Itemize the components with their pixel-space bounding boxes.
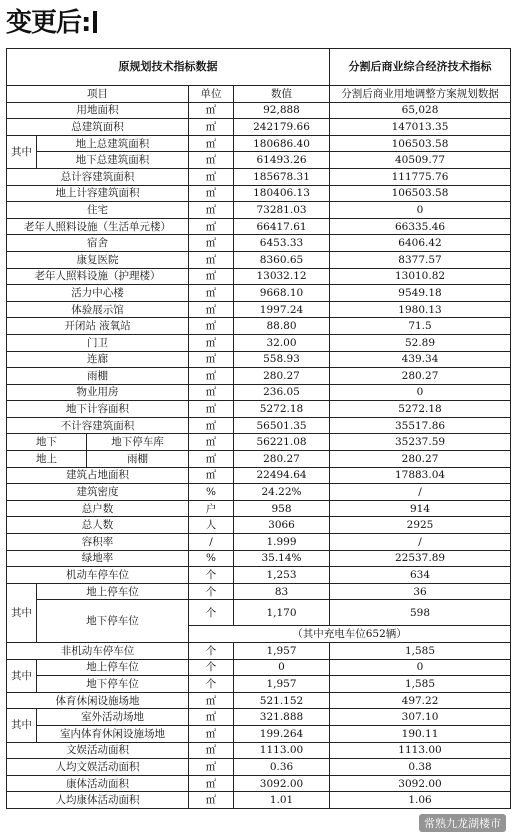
table-row [7, 792, 511, 809]
row-unit: ㎡ [189, 218, 234, 235]
row-value: 236.05 [234, 384, 330, 401]
table-row [7, 484, 511, 501]
row-adjusted: 598 [330, 600, 511, 626]
table-row [7, 467, 511, 484]
row-value: 185678.31 [234, 168, 330, 185]
row-unit: ㎡ [189, 467, 234, 484]
row-unit: ㎡ [189, 725, 234, 742]
row-value: 1,957 [234, 643, 330, 660]
row-unit: ㎡ [189, 318, 234, 335]
row-adjusted: 22537.89 [330, 550, 511, 567]
table-row [7, 550, 511, 567]
row-unit: ㎡ [189, 185, 234, 202]
table-row [7, 301, 511, 318]
row-item: 室外活动场地 [37, 709, 189, 726]
row-item: 机动车停车位 [7, 567, 189, 584]
row-unit: % [189, 484, 234, 501]
row-value: 83 [234, 583, 330, 600]
table-row [7, 534, 511, 551]
page-title-text: 变更后: [6, 8, 91, 38]
row-unit: ㎡ [189, 152, 234, 169]
row-adjusted: 65,028 [330, 102, 511, 119]
table-row [7, 725, 511, 742]
table-row [7, 152, 511, 169]
row-adjusted: 9549.18 [330, 285, 511, 302]
row-unit: ㎡ [189, 692, 234, 709]
row-unit: ㎡ [189, 742, 234, 759]
table-row [7, 676, 511, 693]
row-unit: 个 [189, 567, 234, 584]
row-adjusted: 1,585 [330, 676, 511, 693]
row-adjusted: 71.5 [330, 318, 511, 335]
table-row [7, 168, 511, 185]
table-row [7, 202, 511, 219]
row-unit: ㎡ [189, 285, 234, 302]
row-adjusted: 1113.00 [330, 742, 511, 759]
row-adjusted: 36 [330, 583, 511, 600]
row-adjusted: 8377.57 [330, 251, 511, 268]
table-row [7, 417, 511, 434]
watermark: 常熟九龙湖楼市 [419, 814, 506, 832]
row-value: 521.152 [234, 692, 330, 709]
row-unit: 个 [189, 659, 234, 676]
col-adjusted: 分割后商业用地调整方案规划数据 [330, 86, 511, 103]
row-adjusted: 106503.58 [330, 185, 511, 202]
row-value: 73281.03 [234, 202, 330, 219]
row-adjusted: 147013.35 [330, 119, 511, 136]
page-title [6, 2, 97, 40]
row-item: 体育休闲设施场地 [7, 692, 189, 709]
row-unit: ㎡ [189, 759, 234, 776]
row-item: 宿舍 [7, 235, 189, 252]
row-adjusted: 6406.42 [330, 235, 511, 252]
charging-note: （其中充电车位652辆） [189, 626, 511, 643]
row-item: 总建筑面积 [7, 119, 189, 136]
row-unit: 个 [189, 676, 234, 693]
row-adjusted: 35237.59 [330, 434, 511, 451]
row-item: 地上计容建筑面积 [7, 185, 189, 202]
row-item: 雨棚 [7, 368, 189, 385]
row-value: 35.14% [234, 550, 330, 567]
row-value: 958 [234, 500, 330, 517]
row-unit: 个 [189, 600, 234, 626]
table-row [7, 517, 511, 534]
row-item: 文娱活动面积 [7, 742, 189, 759]
row-adjusted: 52.89 [330, 334, 511, 351]
row-item: 人均文娱活动面积 [7, 759, 189, 776]
table-row [7, 102, 511, 119]
table-row [7, 268, 511, 285]
row-adjusted: 280.27 [330, 451, 511, 468]
row-item: 老年人照料设施（生活单元楼） [7, 218, 189, 235]
row-item: 地下计容面积 [7, 401, 189, 418]
row-unit: ㎡ [189, 135, 234, 152]
row-item: 建筑密度 [7, 484, 189, 501]
row-item: 总人数 [7, 517, 189, 534]
row-adjusted: 307.10 [330, 709, 511, 726]
row-value: 88.80 [234, 318, 330, 335]
table-row [7, 351, 511, 368]
row-item: 开闭站 液氧站 [7, 318, 189, 335]
row-unit: ㎡ [189, 368, 234, 385]
table-row [7, 775, 511, 792]
row-item: 雨棚 [87, 451, 189, 468]
row-value: 66417.61 [234, 218, 330, 235]
table-row [7, 384, 511, 401]
row-unit: ㎡ [189, 202, 234, 219]
table-row [7, 218, 511, 235]
table-row [7, 235, 511, 252]
table-row [7, 659, 511, 676]
row-item: 绿地率 [7, 550, 189, 567]
table-row [7, 318, 511, 335]
row-value: 321.888 [234, 709, 330, 726]
row-unit: ㎡ [189, 235, 234, 252]
row-value: 56221.08 [234, 434, 330, 451]
row-value: 92,888 [234, 102, 330, 119]
row-unit: ㎡ [189, 268, 234, 285]
row-adjusted: 1980.13 [330, 301, 511, 318]
group-label: 其中 [7, 135, 37, 168]
row-item: 体验展示馆 [7, 301, 189, 318]
row-adjusted: 2925 [330, 517, 511, 534]
row-value: 1997.24 [234, 301, 330, 318]
row-value: 0 [234, 659, 330, 676]
group-label: 其中 [7, 709, 37, 742]
row-item: 活力中心楼 [7, 285, 189, 302]
row-item: 地上总建筑面积 [37, 135, 189, 152]
table-row [7, 451, 511, 468]
row-adjusted: 280.27 [330, 368, 511, 385]
row-value: 56501.35 [234, 417, 330, 434]
table-row [7, 567, 511, 584]
row-item: 住宅 [7, 202, 189, 219]
row-value: 1,253 [234, 567, 330, 584]
row-value: 22494.64 [234, 467, 330, 484]
table-row [7, 692, 511, 709]
table-row [7, 643, 511, 660]
row-unit: / [189, 534, 234, 551]
row-value: 3092.00 [234, 775, 330, 792]
col-unit: 单位 [189, 86, 234, 103]
header-original: 原规划技术指标数据 [7, 49, 330, 86]
table-row [7, 119, 511, 136]
row-adjusted: 5272.18 [330, 401, 511, 418]
row-item: 总户数 [7, 500, 189, 517]
row-item: 不计容建筑面积 [7, 417, 189, 434]
row-adjusted: 0 [330, 659, 511, 676]
row-item: 建筑占地面积 [7, 467, 189, 484]
row-unit: ㎡ [189, 334, 234, 351]
row-adjusted: 66335.46 [330, 218, 511, 235]
row-value: 9668.10 [234, 285, 330, 302]
row-value: 1113.00 [234, 742, 330, 759]
row-adjusted: / [330, 484, 511, 501]
row-value: 558.93 [234, 351, 330, 368]
row-item: 连廊 [7, 351, 189, 368]
row-adjusted: 40509.77 [330, 152, 511, 169]
row-value: 199.264 [234, 725, 330, 742]
table-row [7, 185, 511, 202]
row-unit: ㎡ [189, 384, 234, 401]
row-unit: ㎡ [189, 351, 234, 368]
row-value: 1,957 [234, 676, 330, 693]
table-row [7, 135, 511, 152]
row-value: 8360.65 [234, 251, 330, 268]
row-value: 6453.33 [234, 235, 330, 252]
row-item: 总计容建筑面积 [7, 168, 189, 185]
row-unit: ㎡ [189, 792, 234, 809]
table-row [7, 334, 511, 351]
group-label: 其中 [7, 583, 37, 642]
row-unit: ㎡ [189, 102, 234, 119]
row-unit: ㎡ [189, 168, 234, 185]
row-adjusted: 497.22 [330, 692, 511, 709]
table-row [7, 251, 511, 268]
row-value: 24.22% [234, 484, 330, 501]
row-item: 用地面积 [7, 102, 189, 119]
group-label: 其中 [7, 659, 37, 692]
row-adjusted: 13010.82 [330, 268, 511, 285]
col-value: 数值 [234, 86, 330, 103]
row-item: 康复医院 [7, 251, 189, 268]
row-adjusted: 111775.76 [330, 168, 511, 185]
row-unit: ㎡ [189, 251, 234, 268]
row-unit: 个 [189, 643, 234, 660]
row-unit: 个 [189, 583, 234, 600]
row-item: 地上停车位 [37, 659, 189, 676]
row-item: 物业用房 [7, 384, 189, 401]
row-adjusted: 914 [330, 500, 511, 517]
row-value: 1.999 [234, 534, 330, 551]
row-item: 室内体育休闲设施场地 [37, 725, 189, 742]
header-adjusted: 分割后商业综合经济技术指标 [330, 49, 511, 86]
row-item: 容积率 [7, 534, 189, 551]
row-adjusted: 0 [330, 202, 511, 219]
row-value: 1,170 [234, 600, 330, 626]
row-value: 13032.12 [234, 268, 330, 285]
sub-label-aboveground: 地上 [7, 451, 87, 468]
table-subheader-row [7, 86, 511, 103]
table-row [7, 434, 511, 451]
row-item: 康体活动面积 [7, 775, 189, 792]
row-value: 280.27 [234, 451, 330, 468]
row-adjusted: 439.34 [330, 351, 511, 368]
row-unit: 户 [189, 500, 234, 517]
table-row [7, 285, 511, 302]
row-unit: ㎡ [189, 119, 234, 136]
table-row [7, 401, 511, 418]
col-item: 项目 [7, 86, 189, 103]
row-adjusted: 17883.04 [330, 467, 511, 484]
row-unit: ㎡ [189, 434, 234, 451]
row-value: 180406.13 [234, 185, 330, 202]
table-row [7, 742, 511, 759]
row-adjusted: 3092.00 [330, 775, 511, 792]
row-unit: ㎡ [189, 451, 234, 468]
row-unit: ㎡ [189, 401, 234, 418]
row-value: 0.36 [234, 759, 330, 776]
title-accent-bar [93, 11, 97, 33]
row-item: 人均康体活动面积 [7, 792, 189, 809]
row-item: 非机动车停车位 [7, 643, 189, 660]
row-unit: ㎡ [189, 301, 234, 318]
table-header-row [7, 49, 511, 86]
row-adjusted: / [330, 534, 511, 551]
row-value: 3066 [234, 517, 330, 534]
row-adjusted: 1.06 [330, 792, 511, 809]
table-row [7, 500, 511, 517]
row-item: 地下停车位 [37, 676, 189, 693]
indicator-table [6, 48, 511, 809]
row-item: 门卫 [7, 334, 189, 351]
table-row [7, 600, 511, 626]
row-value: 280.27 [234, 368, 330, 385]
row-adjusted: 634 [330, 567, 511, 584]
row-unit: 人 [189, 517, 234, 534]
row-unit: % [189, 550, 234, 567]
row-adjusted: 106503.58 [330, 135, 511, 152]
table-row [7, 709, 511, 726]
row-value: 5272.18 [234, 401, 330, 418]
row-item: 地上停车位 [37, 583, 189, 600]
row-item: 地下总建筑面积 [37, 152, 189, 169]
row-value: 1.01 [234, 792, 330, 809]
row-adjusted: 1,585 [330, 643, 511, 660]
row-unit: ㎡ [189, 709, 234, 726]
row-value: 180686.40 [234, 135, 330, 152]
row-item: 地下停车库 [87, 434, 189, 451]
row-adjusted: 190.11 [330, 725, 511, 742]
row-adjusted: 0 [330, 384, 511, 401]
table-row [7, 368, 511, 385]
row-item: 地下停车位 [37, 600, 189, 643]
table-row [7, 583, 511, 600]
row-value: 61493.26 [234, 152, 330, 169]
row-unit: ㎡ [189, 417, 234, 434]
table-row [7, 759, 511, 776]
row-adjusted: 35517.86 [330, 417, 511, 434]
row-item: 老年人照料设施（护理楼） [7, 268, 189, 285]
row-unit: ㎡ [189, 775, 234, 792]
row-value: 32.00 [234, 334, 330, 351]
row-value: 242179.66 [234, 119, 330, 136]
sub-label-underground: 地下 [7, 434, 87, 451]
row-adjusted: 0.38 [330, 759, 511, 776]
